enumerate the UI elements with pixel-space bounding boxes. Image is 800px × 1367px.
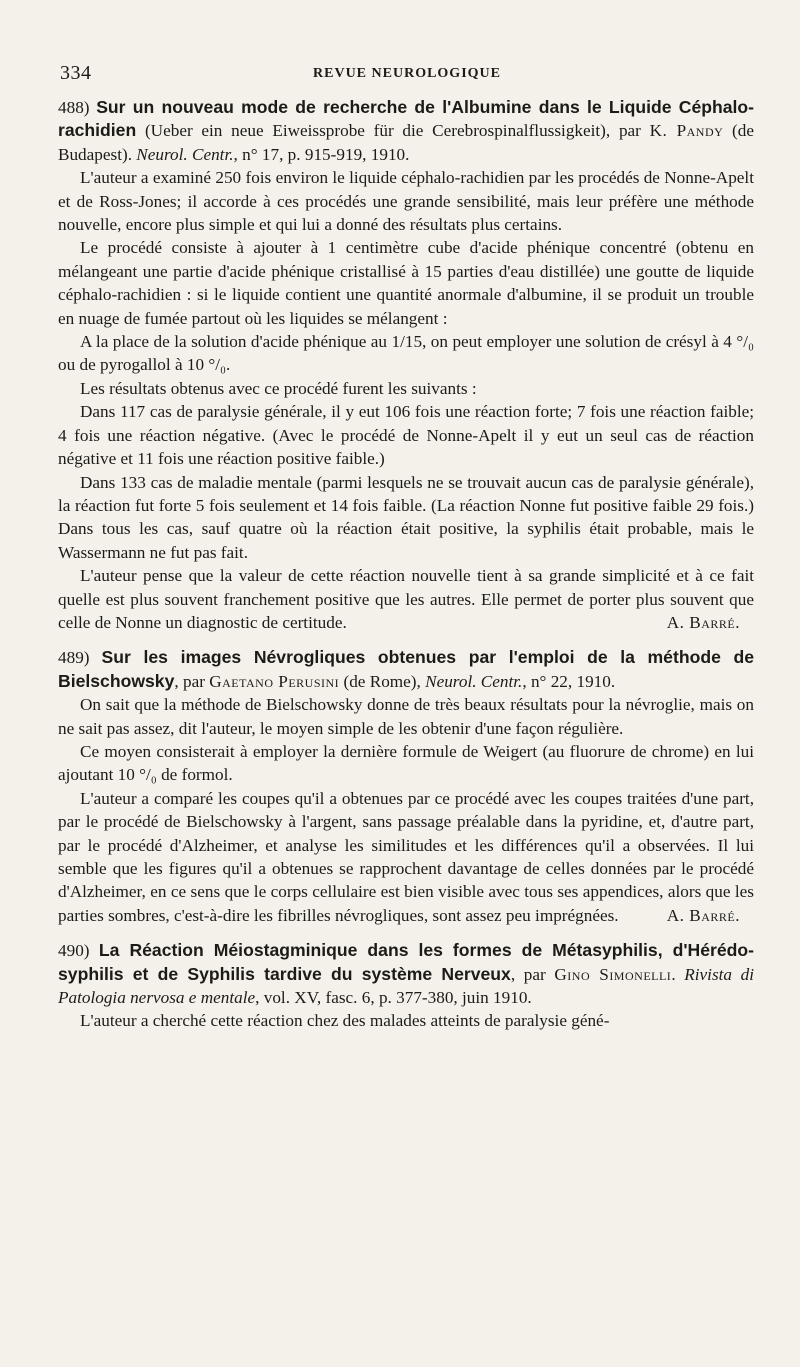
paragraph-with-signature: [58, 564, 754, 634]
article-heading: [58, 646, 754, 693]
article-author-origin: (de Rome),: [339, 671, 426, 691]
article-journal: Neurol. Centr.: [425, 671, 523, 691]
article-title: La Réaction Méiostagminique dans les formes de Métasyphilis, d'Hérédo-syphilis et de Syphilis tardive du système Nerveux: [58, 940, 754, 984]
article-author: K. Pandy: [649, 121, 724, 141]
paragraph-text: L'auteur pense que la valeur de cette réaction nouvelle tient à sa grande simplicité et à ce fait quelle est plus souvent franchement positive que les autres. Elle permet de porter plus souvent que celle de Nonne un diagnostic de certitude.: [58, 566, 754, 632]
paragraph: A la place de la solution d'acide phénique au 1/15, on peut employer une solution de crésyl à 4 °/₀ ou de pyrogallol à 10 °/₀.: [58, 332, 754, 375]
article-number: 488): [58, 98, 90, 117]
article-reference: (Ueber ein neue Eiweissprobe für die Cerebrospinalflussigkeit), par: [136, 121, 650, 141]
article-journal: Neurol. Centr.: [136, 144, 234, 164]
signature: A. Barré.: [666, 612, 740, 632]
article-heading: [58, 96, 754, 166]
page-content: [58, 96, 754, 1033]
article-number: 489): [58, 648, 90, 668]
paragraph: L'auteur a cherché cette réaction chez des malades atteints de paralysie géné-: [80, 1011, 610, 1031]
article-author: Gaetano Perusini: [209, 671, 340, 691]
article-author-origin: .: [671, 964, 685, 984]
article-citation: , n° 22, 1910.: [522, 671, 616, 691]
paragraph: On sait que la méthode de Bielschowsky donne de très beaux résultats pour la névroglie, mais on ne sait pas assez, dit l'auteur, le moyen simple de les obtenir d'une façon régulière.: [58, 695, 754, 738]
article-author: Gino Simonelli: [554, 964, 672, 984]
article-title: Sur les images Névrogliques obtenues par l'emploi de la méthode de Bielschowsky: [58, 647, 755, 691]
running-title: REVUE NEUROLOGIQUE: [313, 66, 501, 81]
page-header: [60, 62, 754, 92]
article-title: Sur un nouveau mode de recherche de l'Albumine dans le Liquide Céphalo-rachidien: [58, 97, 755, 141]
article-citation: , vol. XV, fasc. 6, p. 377-380, juin 1910.: [255, 988, 532, 1008]
paragraph-with-signature: [58, 787, 754, 927]
paragraph: L'auteur a examiné 250 fois environ le liquide céphalo-rachidien par les procédés de Nonne-Apelt et de Ross-Jones; il accorde à ces procédés une grande sensibilité, mais leur préfère une méthode nouvelle, encore plus simple et qui lui a donné des résultats plus certains.: [58, 168, 754, 235]
paragraph: Les résultats obtenus avec ce procédé furent les suivants :: [80, 378, 477, 398]
paragraph: Dans 133 cas de maladie mentale (parmi lesquels ne se trouvait aucun cas de paralysie générale), la réaction fut forte 5 fois seulement et 14 fois faible. (La réaction Nonne fut positive faible 29 fois.) Dans tous les cas, sauf quatre où la réaction était positive, la syphilis était probable, mais le Wassermann ne fut pas fait.: [58, 472, 754, 562]
article-488: [58, 96, 754, 634]
article-489: [58, 646, 754, 927]
article-author-origin: (de Budapest).: [58, 121, 754, 164]
paragraph: Le procédé consiste à ajouter à 1 centimètre cube d'acide phénique concentré (obtenu en mélangeant une partie d'acide phénique cristallisé à 15 parties d'eau distillée) une goutte de liquide céphalo-rachidien : si le liquide contient une quantité anormale d'albumine, il se produit un trouble en nuage de fumée partout où les liquides se mélangent :: [58, 238, 754, 328]
article-heading: [58, 939, 754, 1009]
signature: A. Barré.: [666, 905, 740, 925]
article-reference: , par: [174, 671, 210, 691]
paragraph: Ce moyen consisterait à employer la dernière formule de Weigert (au fluorure de chrome) en lui ajoutant 10 °/₀ de formol.: [58, 741, 754, 785]
paragraph-text: L'auteur a comparé les coupes qu'il a obtenues par ce procédé avec les coupes traitées d'une part, par le procédé de Bielschowsky à l'argent, sans passage préalable dans la pyridine, et, d'autre part, par le procédé d'Alzheimer, et analyse les similitudes et les différences qu'il a observées. Il lui semble que les figures qu'il a obtenues se rapprochent davantage de celles données par le procédé d'Alzheimer, en ce sens que le corps cellulaire est bien visible avec tous ses appendices, alors que les parties sombres, c'est-à-dire les fibrilles névrogliques, sont assez peu imprégnées.: [58, 788, 754, 925]
article-reference: , par: [510, 964, 555, 984]
article-number: 490): [58, 941, 90, 961]
paragraph: Dans 117 cas de paralysie générale, il y eut 106 fois une réaction forte; 7 fois une réaction faible; 4 fois une réaction négative. (Avec le procédé de Nonne-Apelt il y eut un seul cas de réaction négative et 11 fois une réaction positive faible.): [58, 402, 754, 469]
page-number: 334: [60, 62, 92, 84]
article-490: [58, 939, 754, 1033]
article-journal: Rivista di Patologia nervosa e mentale: [58, 964, 755, 1008]
article-citation: , n° 17, p. 915-919, 1910.: [233, 144, 410, 164]
